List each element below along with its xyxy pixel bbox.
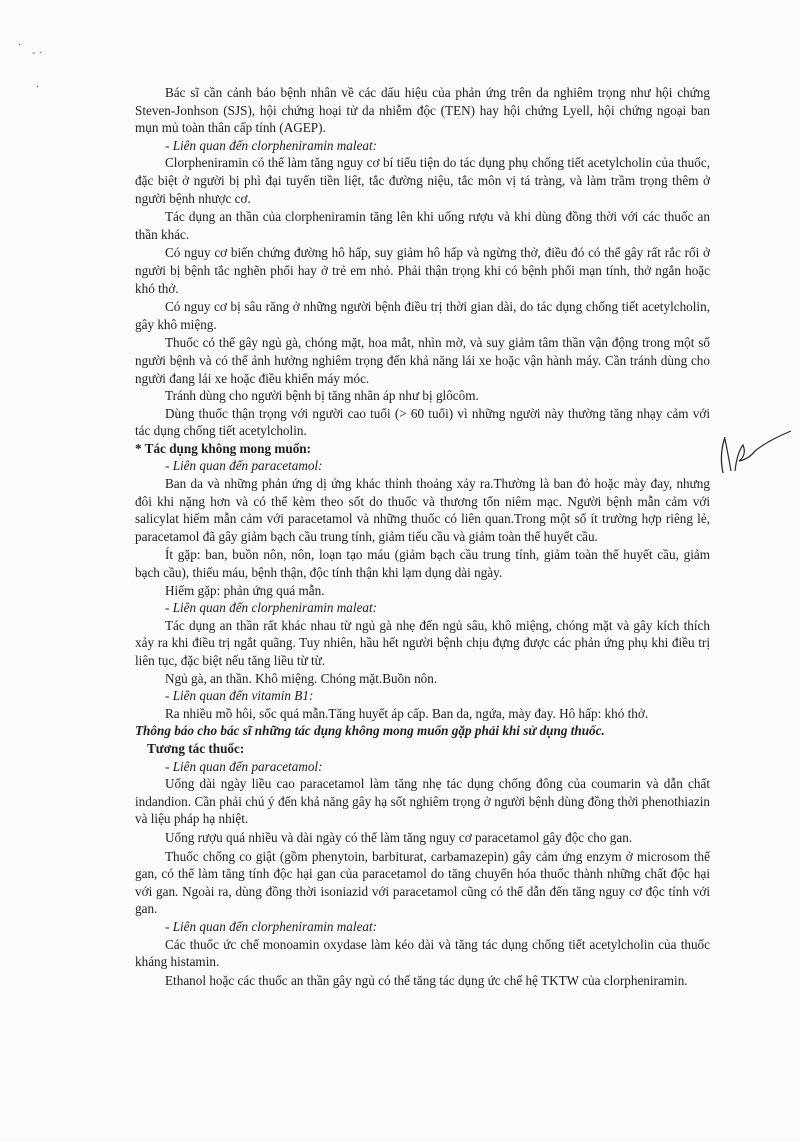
subsection-label: - Liên quan đến vitamin B1:: [165, 688, 314, 704]
paragraph: Có nguy cơ biến chứng đường hô hấp, suy giảm hô hấp và ngừng thở, điều đó có thể gây rất rắc rối ở người bị bệnh tắc nghẽn phổi hay ở trẻ em nhỏ. Phải thận trọng khi có bệnh phổi mạn tính, thở ngắn hoặc khó thở.: [135, 245, 710, 296]
paragraph: Ít gặp: ban, buồn nôn, nôn, loạn tạo máu (giảm bạch cầu trung tính, giảm toàn thể huyết cầu, giảm bạch cầu), thiếu máu, bệnh thận, độc tính thận khi lạm dụng dài ngày.: [135, 547, 710, 581]
scan-mark: ‐ ·: [32, 48, 42, 59]
paragraph: Các thuốc ức chế monoamin oxydase làm kéo dài và tăng tác dụng chống tiết acetylcholin của thuốc kháng histamin.: [135, 936, 710, 970]
notice-heading: Thông báo cho bác sĩ những tác dụng không mong muốn gặp phải khi sử dụng thuốc.: [135, 723, 605, 739]
subsection-label: - Liên quan đến clorpheniramin maleat:: [165, 137, 378, 153]
paragraph: Có nguy cơ bị sâu răng ở những người bệnh điều trị thời gian dài, do tác dụng chống tiết acetylcholin, gây khô miệng.: [135, 299, 710, 332]
scan-mark: ·: [36, 82, 40, 93]
subsection-label: - Liên quan đến paracetamol:: [165, 758, 323, 774]
signature-mark: [705, 425, 795, 485]
paragraph: Bác sĩ cần cảnh báo bệnh nhân về các dấu hiệu của phản ứng trên da nghiêm trọng như hội chứng Steven-Jonhson (SJS), hội chứng hoại tử da nhiễm độc (TEN) hay hội chứng Lyell, hội chứng ngoại ban mụn mủ toàn thân cấp tính (AGEP).: [135, 85, 710, 136]
paragraph: Thuốc chống co giật (gồm phenytoin, barbiturat, carbamazepin) gây cảm ứng enzym ở microsom thể gan, có thể làm tăng tính độc hại gan của paracetamol do tăng chuyển hóa thuốc thành những chất độc hại với gan. Ngoài ra, dùng đồng thời isoniazid với paracetamol cũng có thể dẫn đến tăng nguy cơ độc tính với gan.: [135, 848, 710, 917]
scan-mark: ·: [18, 40, 22, 51]
paragraph: Ngủ gà, an thần. Khô miệng. Chóng mặt.Buồn nôn.: [165, 670, 438, 686]
paragraph: Hiếm gặp: phản ứng quá mẫn.: [165, 582, 325, 598]
paragraph: Ban da và những phản ứng dị ứng khác thỉnh thoảng xảy ra.Thường là ban đỏ hoặc mày đay, nhưng đôi khi nặng hơn và có thể kèm theo sốt do thuốc và thương tổn niêm mạc. Người bệnh mẫn cảm với salicylat hiếm mẫn cảm với paracetamol và những thuốc có liên quan.Trong một số ít trường hợp riêng lẻ, paracetamol đã gây giảm bạch cầu trung tính, giảm tiểu cầu và giảm toàn thể huyết cầu.: [135, 476, 710, 544]
paragraph: Tác dụng an thần của clorpheniramin tăng lên khi uống rượu và khi dùng đồng thời với các thuốc an thần khác.: [135, 209, 710, 242]
paragraph: Dùng thuốc thận trọng với người cao tuổi (> 60 tuổi) vì những người này thường tăng nhạy cảm với tác dụng chống tiết acetylcholin.: [135, 405, 710, 439]
paragraph: Ethanol hoặc các thuốc an thần gây ngủ có thể tăng tác dụng ức chế hệ TKTW của clorpheniramin.: [165, 972, 688, 988]
paragraph: Thuốc có thể gây ngủ gà, chóng mặt, hoa mắt, nhìn mờ, và suy giảm tâm thần vận động trong một số người bệnh và có thể ảnh hưởng nghiêm trọng đến khả năng lái xe hoặc vận hành máy. Cần tránh dùng cho người đang lái xe hoặc điều khiển máy móc.: [135, 335, 710, 386]
paragraph: Uống dài ngày liều cao paracetamol làm tăng nhẹ tác dụng chống đông của coumarin và dẫn chất indandion. Cần phải chú ý đến khả năng gây hạ sốt nghiêm trọng ở người bệnh dùng đồng thời phenothiazin và liệu pháp hạ nhiệt.: [135, 776, 710, 827]
subsection-label: - Liên quan đến clorpheniramin maleat:: [165, 918, 378, 934]
paragraph: Tác dụng an thần rất khác nhau từ ngủ gà nhẹ đến ngủ sâu, khô miệng, chóng mặt và gây kích thích xảy ra khi điều trị ngắt quãng. Tuy nhiên, hầu hết người bệnh chịu đựng được các phản ứng phụ khi điều trị liên tục, đặc biệt nếu tăng liều từ từ.: [135, 617, 710, 668]
subsection-label: - Liên quan đến paracetamol:: [165, 458, 323, 474]
document-body: [135, 84, 710, 989]
paragraph: Tránh dùng cho người bệnh bị tăng nhãn áp như bị glôcôm.: [165, 388, 479, 404]
section-heading: * Tác dụng không mong muốn:: [135, 440, 312, 456]
paragraph: Clorpheniramin có thể làm tăng nguy cơ bí tiểu tiện do tác dụng phụ chống tiết acetylcholin của thuốc, đặc biệt ở người bị phì đại tuyến tiền liệt, tắc đường niệu, tắc môn vị tá tràng, và làm trầm trọng thêm ở người bệnh nhược cơ.: [135, 155, 710, 206]
subsection-label: - Liên quan đến clorpheniramin maleat:: [165, 600, 378, 616]
paragraph: Uống rượu quá nhiều và dài ngày có thể làm tăng nguy cơ paracetamol gây độc cho gan.: [165, 829, 633, 845]
section-heading: Tương tác thuốc:: [147, 740, 245, 756]
paragraph: Ra nhiều mồ hôi, sốc quá mẫn.Tăng huyết áp cấp. Ban da, ngứa, mày đay. Hô hấp: khó thở.: [165, 705, 649, 721]
